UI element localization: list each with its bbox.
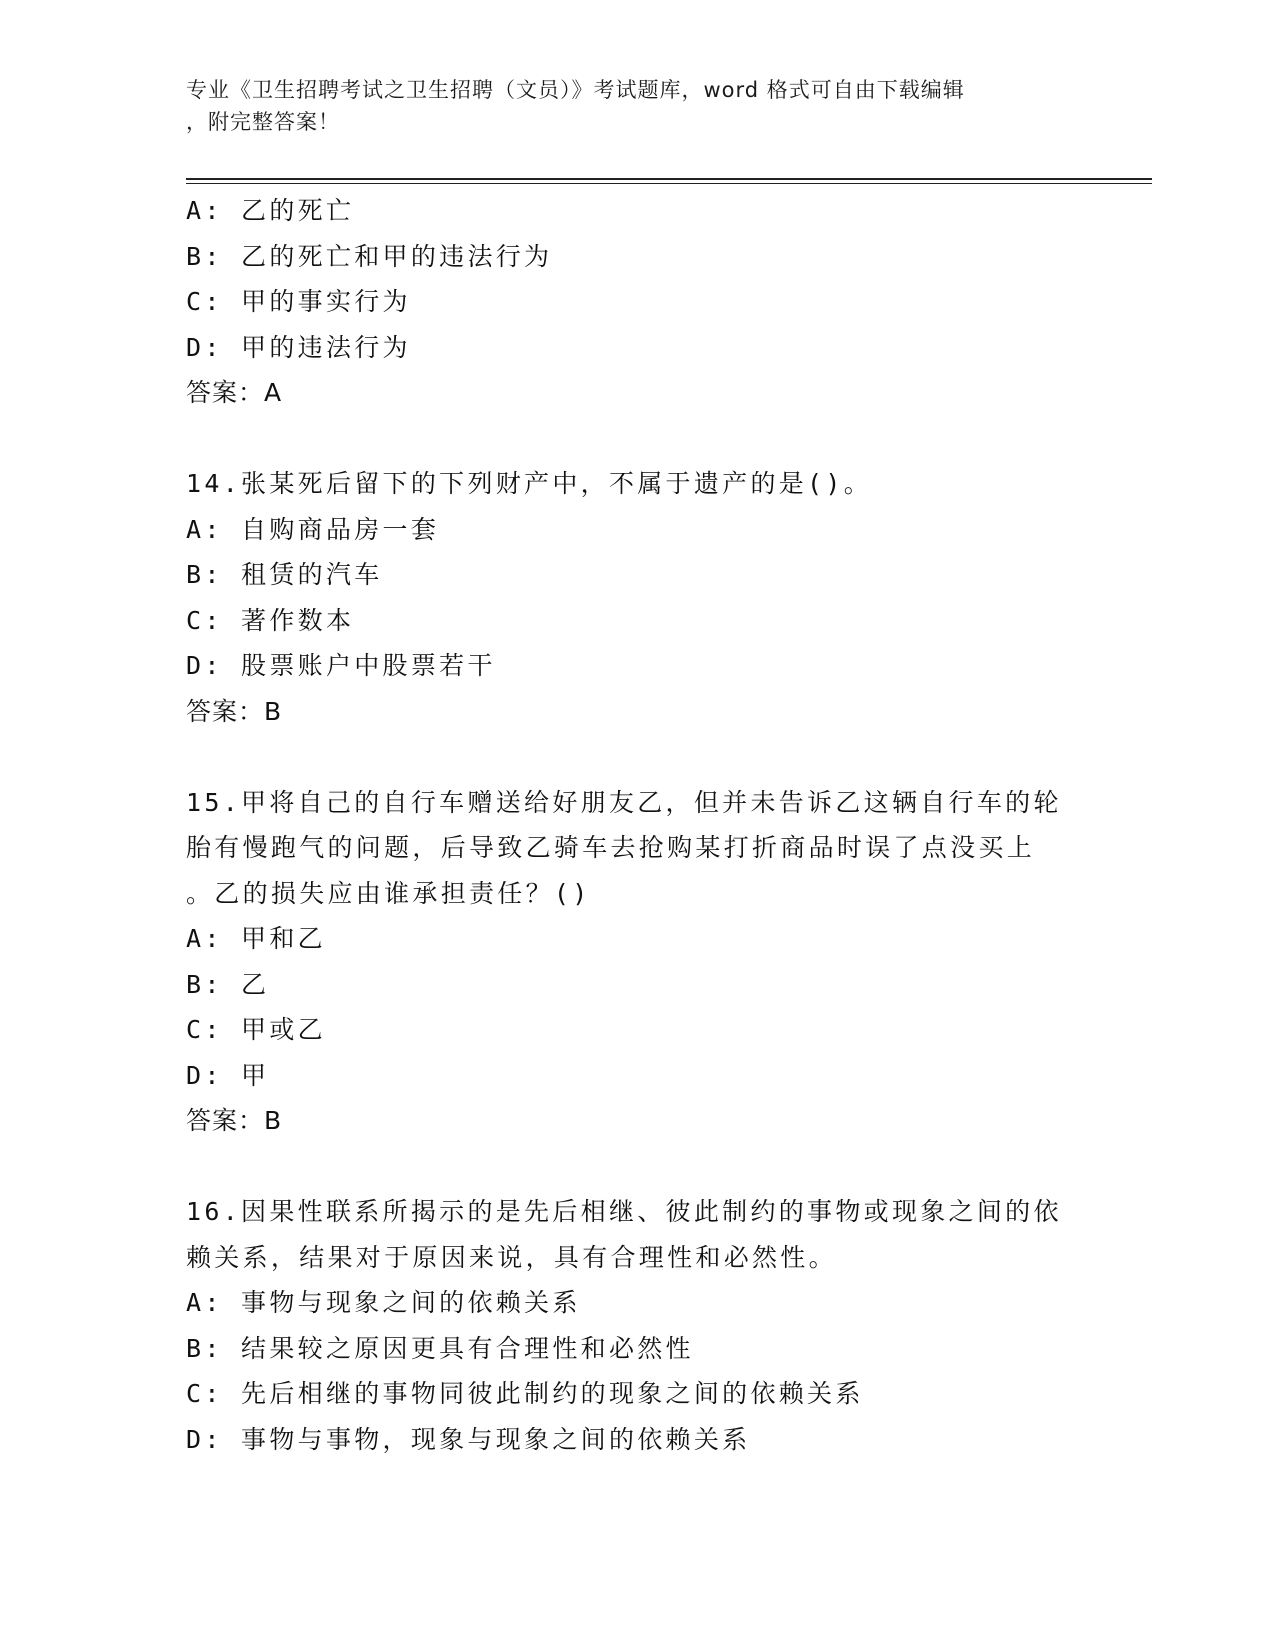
option-a: A: 自购商品房一套	[186, 514, 440, 544]
header-divider-thick	[186, 178, 1152, 180]
question-text-line: 16.因果性联系所揭示的是先后相继、彼此制约的事物或现象之间的依	[186, 1197, 1062, 1226]
option-c: C: 先后相继的事物同彼此制约的现象之间的依赖关系	[186, 1379, 864, 1408]
answer: 答案：B	[186, 696, 283, 726]
spacer	[186, 734, 1086, 780]
option-c: C: 甲或乙	[186, 1015, 326, 1044]
spacer	[186, 1144, 1086, 1190]
option-d: D: 甲的违法行为	[186, 332, 411, 362]
question-text-line: 14.张某死后留下的下列财产中，不属于遗产的是()。	[186, 469, 873, 498]
header-line-2: ，附完整答案！	[186, 110, 340, 134]
question-14	[186, 461, 1086, 734]
question-16	[186, 1189, 1086, 1462]
option-b: B: 乙的死亡和甲的违法行为	[186, 241, 553, 271]
question-text-line: 赖关系，结果对于原因来说，具有合理性和必然性。	[186, 1242, 837, 1272]
question-text	[186, 780, 1086, 917]
question-text	[186, 461, 1086, 507]
question-13-tail	[186, 188, 1086, 416]
answer: 答案：A	[186, 378, 283, 407]
header-line-1: 专业《卫生招聘考试之卫生招聘（文员）》考试题库，word 格式可自由下载编辑	[186, 78, 965, 102]
option-d: D: 甲	[186, 1060, 270, 1090]
option-b: B: 租赁的汽车	[186, 560, 383, 589]
header-divider-thin	[186, 183, 1152, 184]
question-15	[186, 780, 1086, 1144]
question-text-line: 15.甲将自己的自行车赠送给好朋友乙，但并未告诉乙这辆自行车的轮	[186, 787, 1062, 817]
question-list	[186, 188, 1086, 1462]
option-c: C: 著作数本	[186, 605, 355, 635]
option-b: B: 乙	[186, 969, 270, 999]
question-text-line: 胎有慢跑气的问题，后导致乙骑车去抢购某打折商品时误了点没买上	[186, 833, 1036, 862]
question-text	[186, 1189, 1086, 1280]
option-d: D: 股票账户中股票若干	[186, 651, 496, 680]
answer: 答案：B	[186, 1106, 283, 1135]
document-header	[186, 74, 1066, 138]
option-c: C: 甲的事实行为	[186, 287, 411, 316]
option-d: D: 事物与事物，现象与现象之间的依赖关系	[186, 1424, 751, 1454]
option-a: A: 甲和乙	[186, 924, 326, 953]
question-text-line: 。乙的损失应由谁承担责任？()	[186, 878, 591, 908]
spacer	[186, 416, 1086, 462]
option-a: A: 事物与现象之间的依赖关系	[186, 1288, 581, 1317]
option-b: B: 结果较之原因更具有合理性和必然性	[186, 1333, 694, 1363]
option-a: A: 乙的死亡	[186, 196, 355, 225]
